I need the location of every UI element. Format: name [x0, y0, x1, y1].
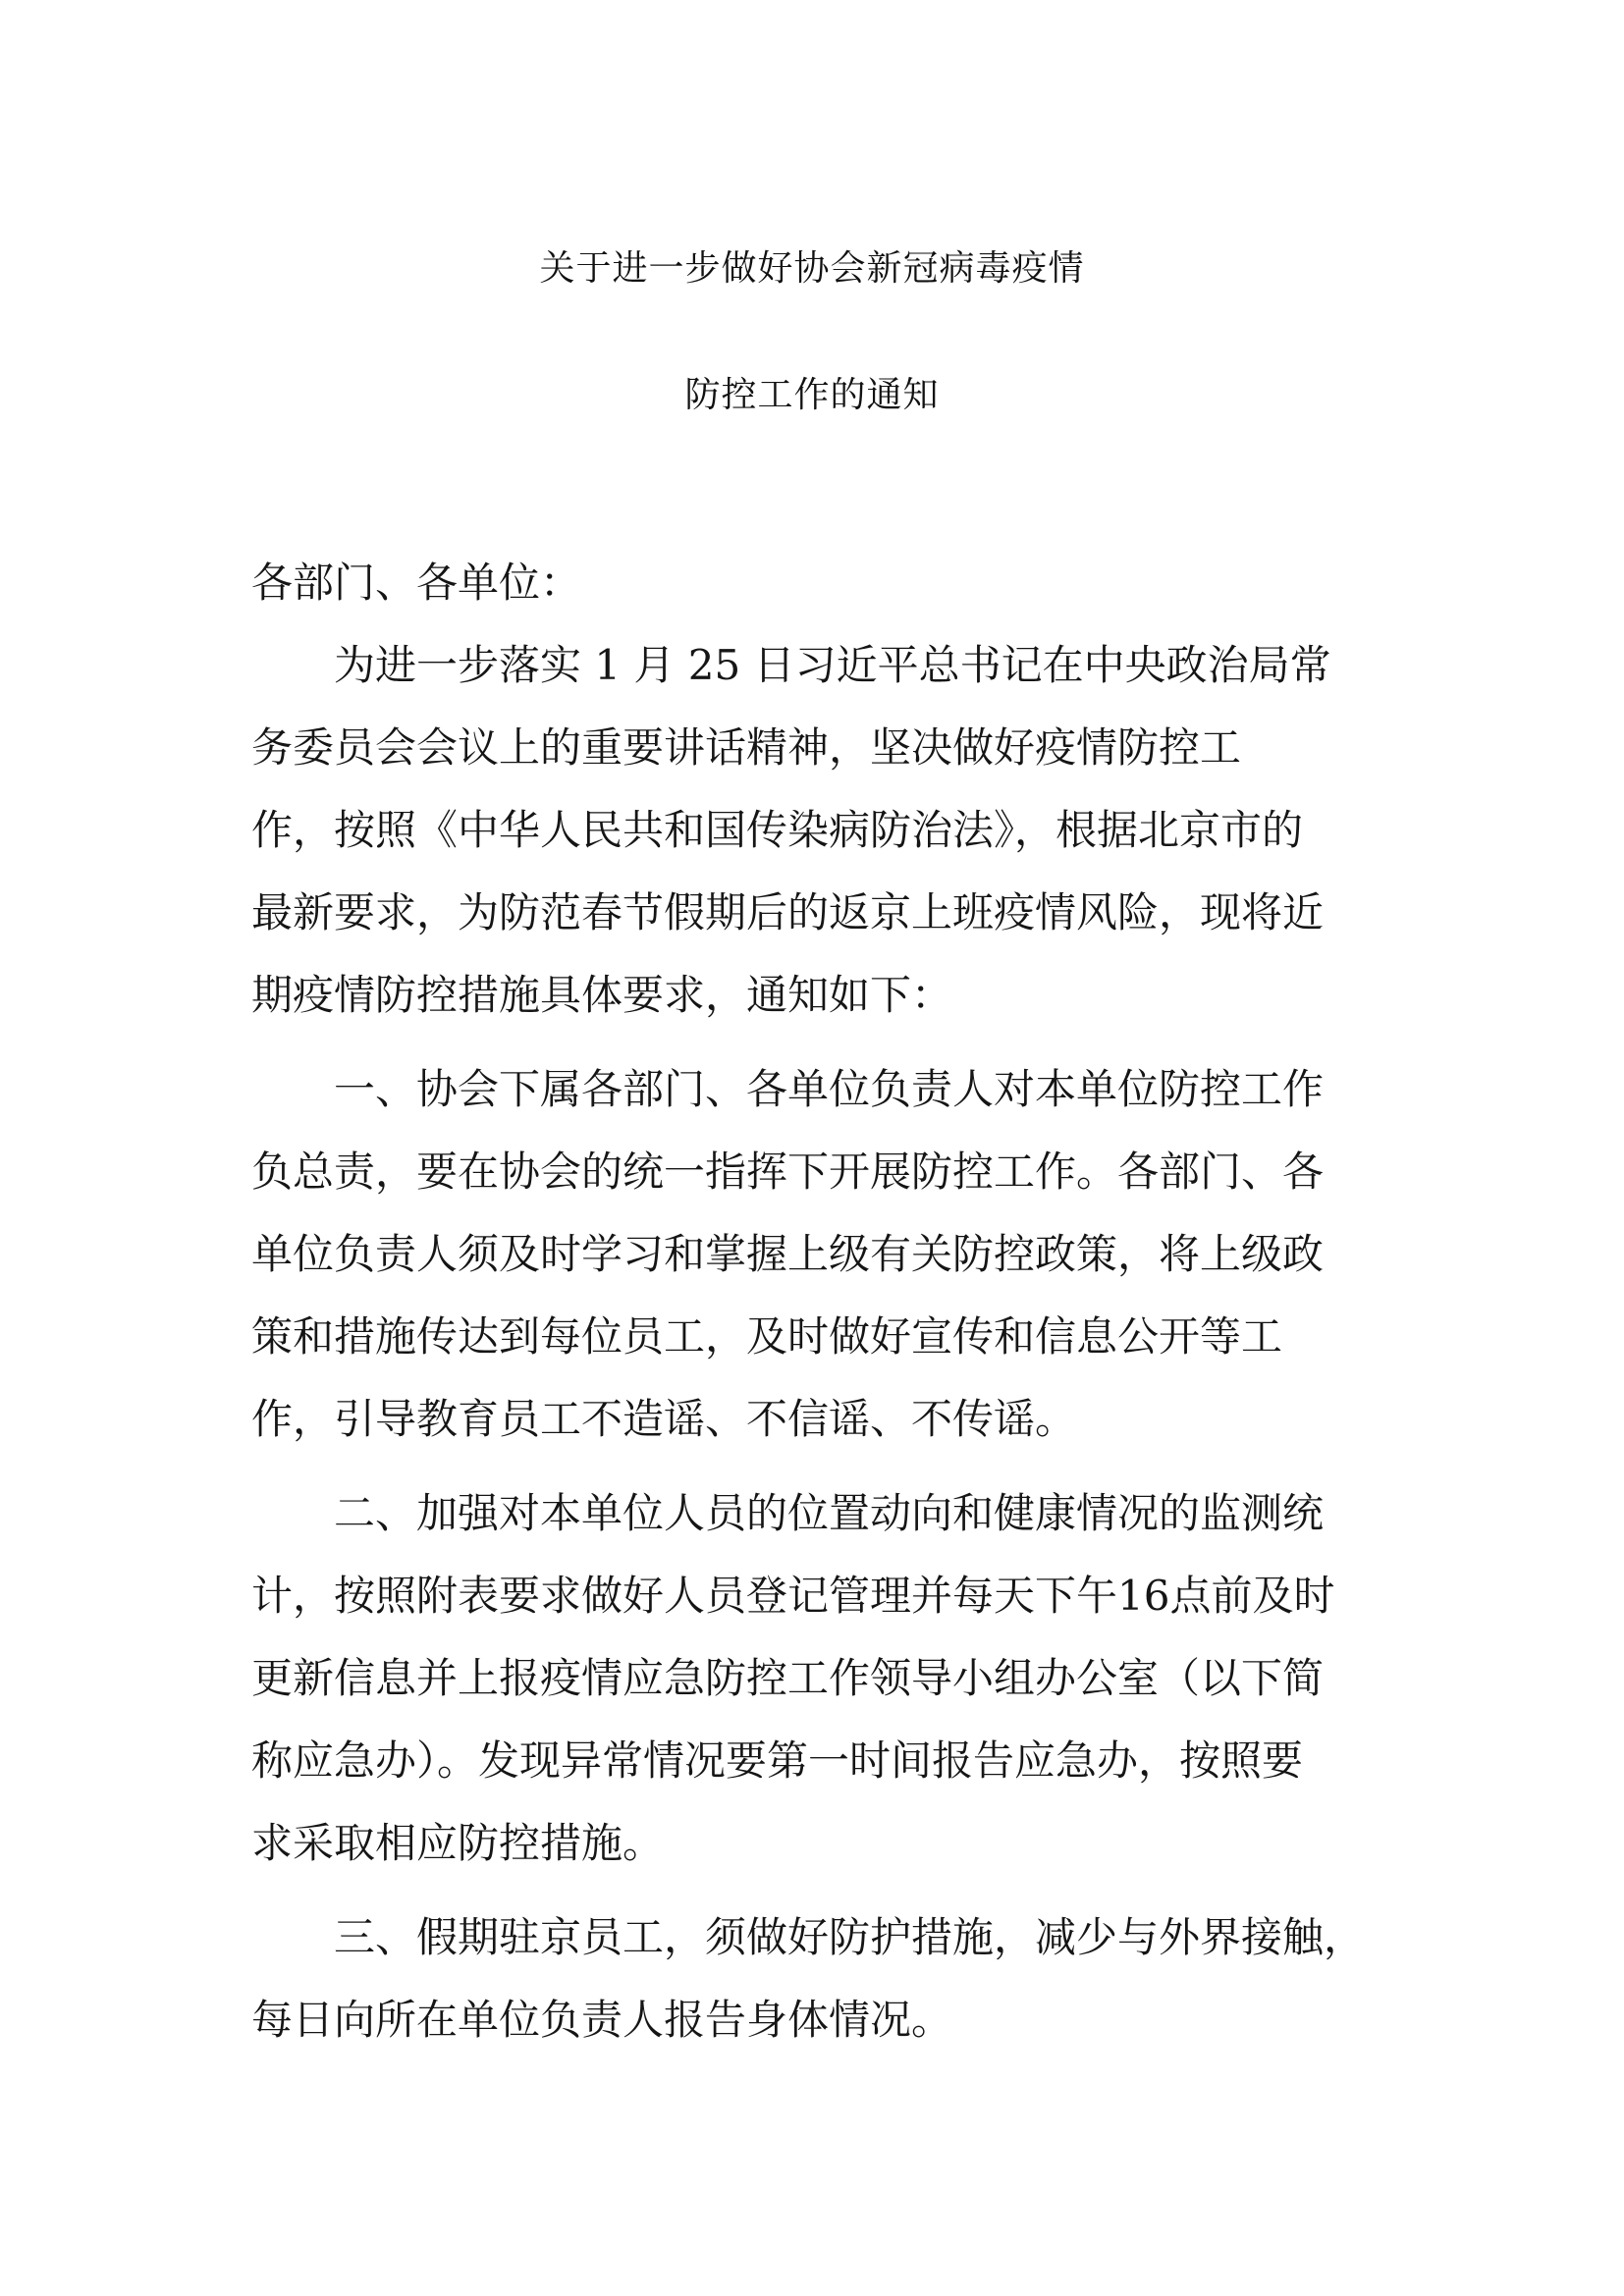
paragraph-2-line-2: 负总责，要在协会的统一指挥下开展防控工作。各部门、各 — [251, 1148, 1325, 1196]
paragraph-3-line-1: 二、加强对本单位人员的位置动向和健康情况的监测统 — [334, 1489, 1325, 1537]
paragraph-1-line-1: 为进一步落实 1 月 25 日习近平总书记在中央政治局常 — [334, 641, 1331, 689]
paragraph-3-line-5: 求采取相应防控措施。 — [251, 1819, 665, 1867]
paragraph-2-line-4: 策和措施传达到每位员工，及时做好宣传和信息公开等工 — [251, 1312, 1283, 1361]
paragraph-4-line-1: 三、假期驻京员工，须做好防护措施，减少与外界接触， — [334, 1913, 1366, 1961]
paragraph-1-line-5: 期疫情防控措施具体要求，通知如下： — [251, 971, 953, 1019]
paragraph-3-line-2: 计，按照附表要求做好人员登记管理并每天下午16点前及时 — [251, 1572, 1335, 1620]
paragraph-1-line-4: 最新要求，为防范春节假期后的返京上班疫情风险，现将近 — [251, 888, 1325, 936]
paragraph-2-line-1: 一、协会下属各部门、各单位负责人对本单位防控工作 — [334, 1065, 1325, 1113]
document-title-line-1: 关于进一步做好协会新冠病毒疫情 — [539, 248, 1085, 289]
paragraph-3-line-4: 称应急办）。发现异常情况要第一时间报告应急办，按照要 — [251, 1736, 1304, 1785]
paragraph-4-line-2: 每日向所在单位负责人报告身体情况。 — [251, 1996, 953, 2044]
salutation: 各部门、各单位： — [251, 559, 582, 607]
document-title-line-2: 防控工作的通知 — [684, 375, 940, 415]
paragraph-2-line-5: 作，引导教育员工不造谣、不信谣、不传谣。 — [251, 1395, 1077, 1443]
paragraph-3-line-3: 更新信息并上报疫情应急防控工作领导小组办公室（以下简 — [251, 1654, 1325, 1702]
paragraph-2-line-3: 单位负责人须及时学习和掌握上级有关防控政策，将上级政 — [251, 1230, 1325, 1278]
paragraph-1-line-2: 务委员会会议上的重要讲话精神，坚决做好疫情防控工 — [251, 723, 1242, 772]
paragraph-1-line-3: 作，按照《中华人民共和国传染病防治法》，根据北京市的 — [251, 806, 1304, 854]
